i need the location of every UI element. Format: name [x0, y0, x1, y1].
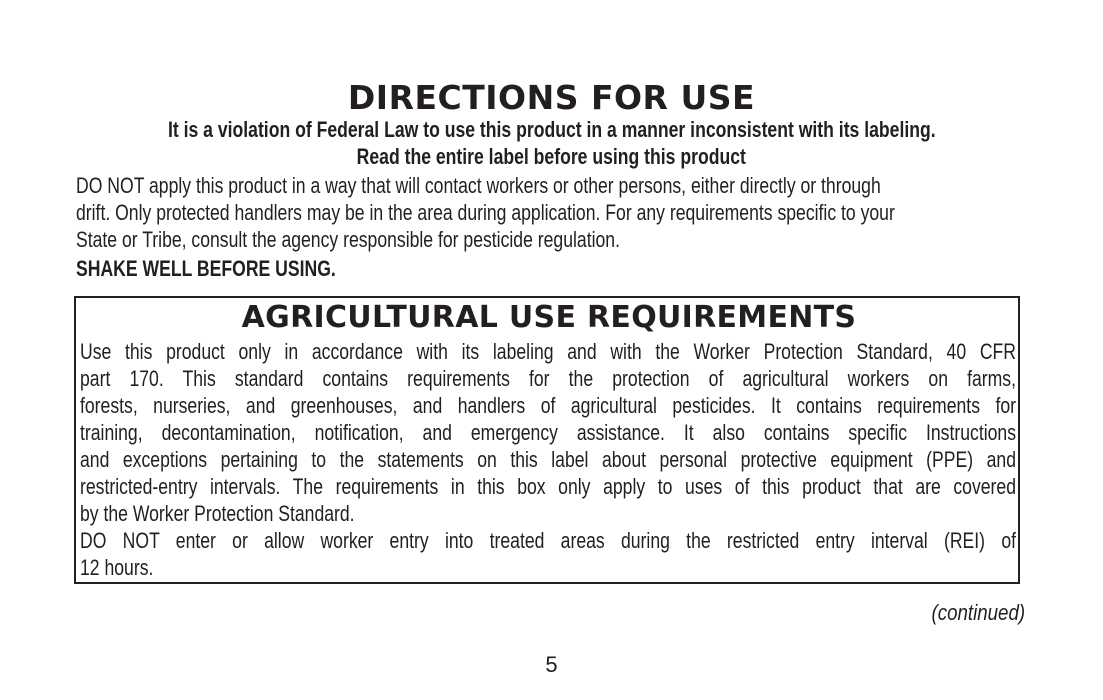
federal-law-warning [0, 117, 1103, 143]
intro-paragraph [76, 172, 1028, 253]
intro-line: drift. Only protected handlers may be in the area during application. For any requirements specific to your [76, 200, 895, 225]
box-line: Use this product only in accordance with its labeling and with the Worker Protection Standard, 40 CFR [80, 339, 1016, 364]
box-line: part 170. This standard contains requirements for the protection of agricultural workers on farms, [80, 366, 1016, 391]
federal-law-warning-text: It is a violation of Federal Law to use this product in a manner inconsistent with its labeling. [167, 117, 936, 142]
intro-line: DO NOT apply this product in a way that will contact workers or other persons, either directly or through [76, 173, 881, 198]
page-number: 5 [545, 652, 558, 677]
box-line: and exceptions pertaining to the statements on this label about personal protective equipment (PPE) and [80, 447, 1016, 472]
page-title: DIRECTIONS FOR USE [347, 78, 756, 117]
continued-note [900, 600, 1025, 626]
box-line: restricted-entry intervals. The requirements in this box only apply to uses of this product that are covered [80, 474, 1016, 499]
read-label-notice [0, 144, 1103, 170]
agricultural-use-body [80, 338, 1016, 581]
agricultural-use-box [74, 296, 1020, 584]
shake-notice: SHAKE WELL BEFORE USING. [76, 256, 336, 281]
box-line: DO NOT enter or allow worker entry into treated areas during the restricted entry interval (REI) of [80, 528, 1016, 553]
agricultural-use-heading: AGRICULTURAL USE REQUIREMENTS [241, 300, 857, 335]
continued-note-text: (continued) [931, 600, 1025, 625]
read-label-notice-text: Read the entire label before using this product [356, 144, 747, 169]
box-line: forests, nurseries, and greenhouses, and handlers of agricultural pesticides. It contains requirements for [80, 393, 1016, 418]
box-line: 12 hours. [80, 555, 154, 580]
box-line: training, decontamination, notification, and emergency assistance. It also contains specific Instructions [80, 420, 1016, 445]
box-line: by the Worker Protection Standard. [80, 501, 355, 526]
intro-line: State or Tribe, consult the agency responsible for pesticide regulation. [76, 227, 620, 252]
